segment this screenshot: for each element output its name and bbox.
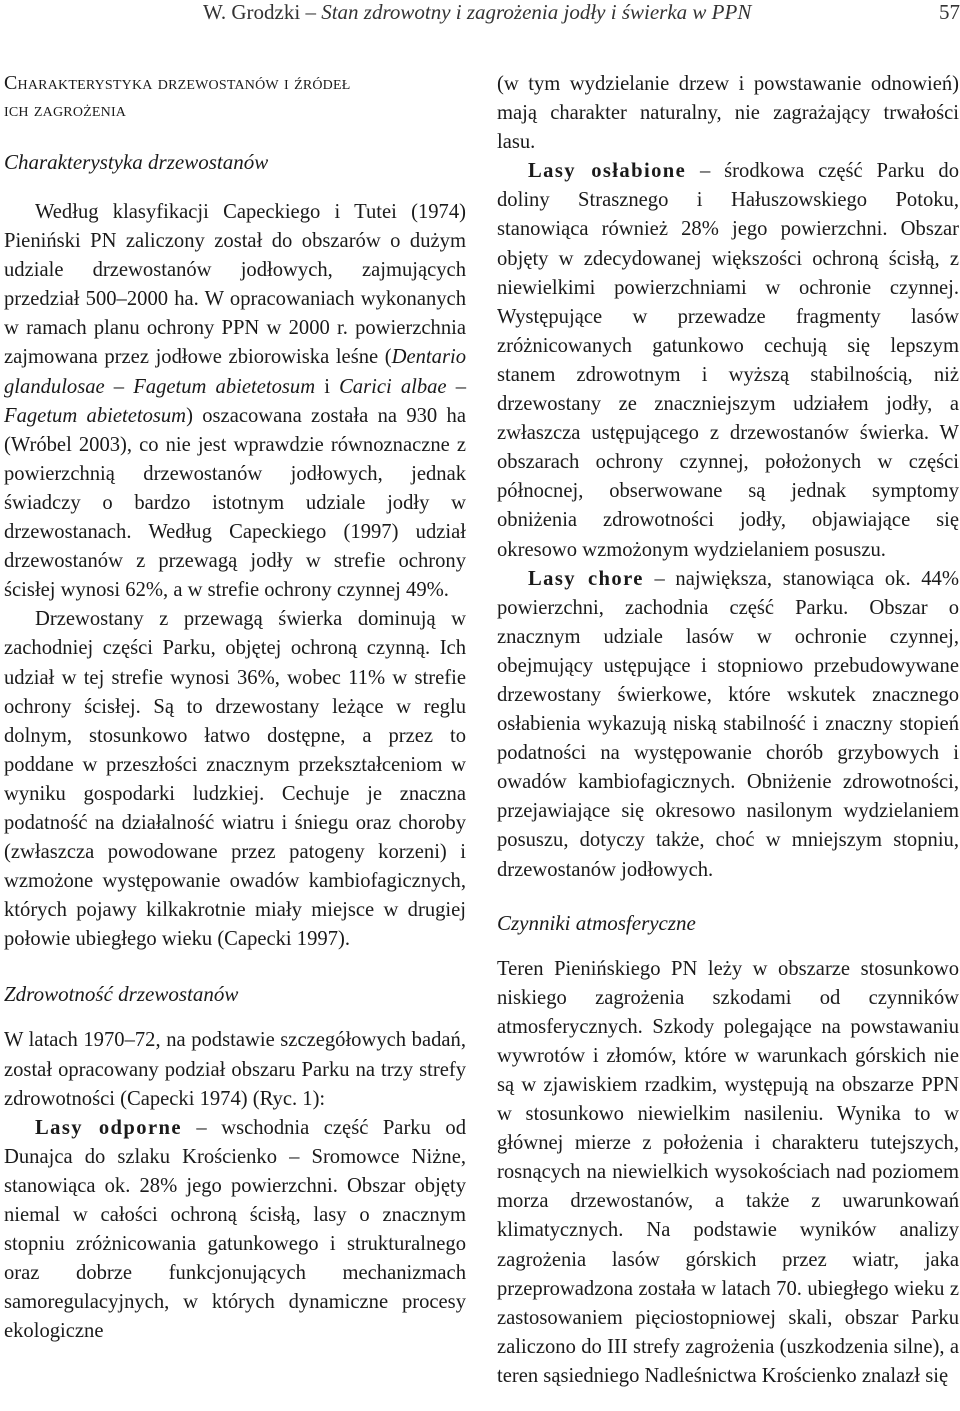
page-number: 57 bbox=[939, 0, 960, 24]
text-run: – środkowa część Parku do doliny Strasznego i Hałuszowskiego Potoku, stanowiąca również 28% jego powierzchni. Obszar objęty w zdecydowanej większości ochroną ścisłą, z niewielkimi powierzchniami w ochronie czynnej. Występujące w przewadze fragmenty lasów zróżnicowanych gatunkowo cechują się lepszym stanem zdrowotnym i wyższą stabilnością, niż drzewostany ze znaczniejszym udziałem jodły, a zwłaszcza ustępującego z drzewostanów świerka. W obszarach ochrony czynnej, położonych w części północnej, obserwowane są jednak symptomy obniżenia zdrowotności jodły, objawiające się okresowo wzmożonym wydzielaniem posuszu. bbox=[497, 160, 959, 561]
term-sick: Lasy chore bbox=[528, 567, 644, 590]
header-title: Stan zdrowotny i zagrożenia jodły i świerka w PPN bbox=[321, 0, 752, 24]
paragraph-spruce-stands: Drzewostany z przewagą świerka dominują w zachodniej części Parku, objętej ochroną czynną. Ich udział w tej strefie wynosi 36%, wobec 11% w strefie ochrony ścisłej. Są to drzewostany leżące w reglu dolnym, stosunkowo łatwo dostępne, a przez to poddane w przeszłości znacznym przekształceniom w wyniku gospodarki ludzkiej. Cechuje je znaczna podatność na działalność wiatru i śniegu oraz choroby (zwłaszcza powodowane przez patogeny korzeni) i wzmożone występowanie owadów kambiofagicznych, których pojawy kilkakrotnie miały miejsce w drugiej połowie ubiegłego wieku (Capecki 1997). bbox=[4, 608, 466, 951]
paragraph-health-zones: W latach 1970–72, na podstawie szczegółowych badań, został opracowany podział obszaru Parku na trzy strefy zdrowotności (Capecki 1974) (Ryc. 1): bbox=[4, 1029, 466, 1110]
text-run: i bbox=[315, 375, 340, 398]
subheading-characteristics: Charakterystyka drzewostanów bbox=[4, 150, 269, 174]
paragraph-fir-stands bbox=[4, 198, 466, 605]
running-title bbox=[203, 0, 751, 24]
section-heading-line-1: Charakterystyka drzewostanów i źródeł bbox=[4, 72, 351, 94]
paragraph-weakened-forests bbox=[497, 157, 959, 564]
text-run: – największa, stanowiąca ok. 44% powierzchni, zachodnia część Parku. Obszar o znacznym udziale lasów w ochronie czynnej, obejmujący ustępujące i stopniowo przebudowywane drzewostany świerkowe, które wskutek znacznego osłabienia wykazują niską stabilność i znaczny stopień podatności na występowanie chorób grzybowych i owadów kambiofagicznych. Obniżenie zdrowotności, przejawiające się okresowo nasilonym wydzielaniem posuszu, dotyczy także, choć w mniejszym stopniu, drzewostanów jodłowych. bbox=[497, 567, 960, 881]
subheading-atmospheric: Czynniki atmosferyczne bbox=[497, 910, 696, 935]
section-heading bbox=[4, 70, 466, 124]
term-weakened: Lasy osłabione bbox=[528, 160, 687, 183]
right-column bbox=[497, 70, 959, 1391]
paragraph-atmospheric: Teren Pienińskiego PN leży w obszarze stosunkowo niskiego zagrożenia szkodami od czynników atmosferycznych. Szkody polegające na powstawaniu wywrotów i złomów, które w warunkach górskich nie są w zjawiskiem rzadkim, występują na obszarze PPN w stosunkowo niewielkim nasileniu. Wynika to w głównej mierze z położenia i charakteru tutejszych, rosnących na niewielkich wysokościach nad poziomem morza drzewostanów, a także z uwarunkowań klimatycznych. Na podstawie wyników analizy zagrożenia lasów górskich przez wiatr, jaka przeprowadzona została w latach 70. ubiegłego wieku z zastosowaniem pięciostopniowej skali, obszar Parku zaliczono do III strefy zagrożenia (uszkodzenia silne), a teren sąsiedniego Nadleśnictwa Krościenko znalazł się bbox=[497, 957, 959, 1387]
header-author: W. Grodzki – bbox=[203, 0, 322, 24]
text-run: ) oszacowana została na 930 ha (Wróbel 2003), co nie jest wprawdzie równoznaczne z powierzchnią drzewostanów jodłowych, jednak świadczy o bardzo istotnym udziale jodły w drzewostanach. Według Capeckiego (1997) udział drzewostanów z przewagą jodły w strefie ochrony ścisłej wynosi 62%, a w strefie ochrony czynnej 49%. bbox=[4, 404, 466, 602]
term-resistant: Lasy odporne bbox=[35, 1116, 182, 1139]
left-column bbox=[4, 70, 466, 1346]
section-heading-line-2: ich zagrożenia bbox=[4, 99, 127, 121]
latin-name: Carici albae – Fagetum abietetosum bbox=[4, 375, 466, 427]
running-header bbox=[0, 0, 960, 26]
text-run: Według klasyfikacji Capeckiego i Tutei (1974) Pieniński PN zaliczony został do obszarów o dużym udziale drzewostanów jodłowych, zajmujących przedział 500–2000 ha. W opracowaniach wykonanych w ramach planu ochrony PPN w 2000 r. powierzchnia zajmowana przez jodłowe zbiorowiska leśne ( bbox=[4, 201, 466, 369]
text-run: – wschodnia część Parku od Dunajca do szlaku Krościenko – Sromowce Niżne, stanowiąca ok. 28% jego powierzchni. Obszar objęty niemal w całości ochroną ścisłą, lasy o znacznym stopniu zróżnicowania gatunkowego i strukturalnego oraz dobrze funkcjonujących mechanizmach samoregulacyjnych, w których dynamiczne procesy ekologiczne bbox=[4, 1116, 466, 1343]
paragraph-continuation: (w tym wydzielanie drzew i powstawanie odnowień) mają charakter naturalny, nie zagrażający trwałości lasu. bbox=[497, 73, 959, 154]
latin-name: Dentario glandulosae – Fagetum abietetosum bbox=[4, 346, 466, 398]
subheading-health: Zdrowotność drzewostanów bbox=[4, 982, 239, 1007]
paragraph-sick-forests bbox=[497, 565, 959, 885]
paragraph-resistant-forests bbox=[4, 1114, 466, 1347]
